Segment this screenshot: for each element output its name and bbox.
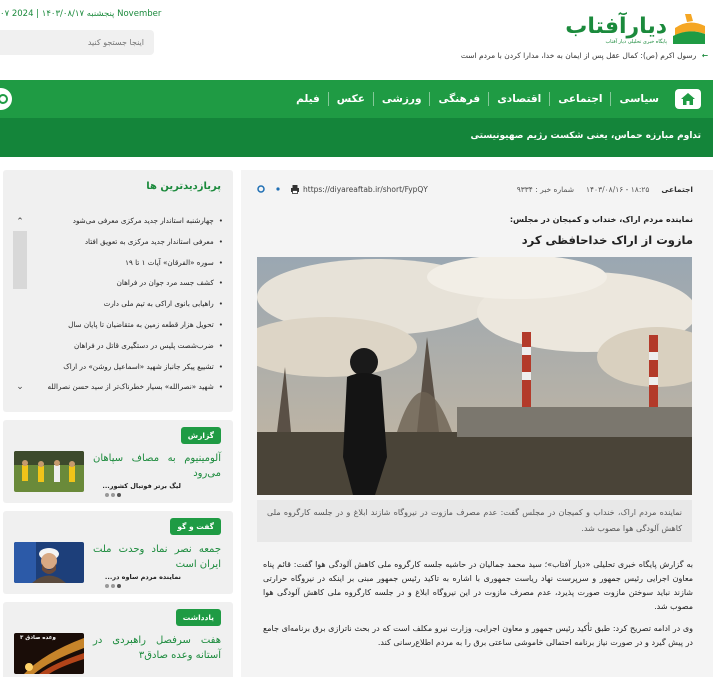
share-icon[interactable] bbox=[273, 184, 283, 194]
news-ticker bbox=[0, 118, 713, 157]
article-meta bbox=[517, 185, 693, 194]
article-category[interactable]: اجتماعی bbox=[661, 185, 693, 194]
ticker-headline[interactable]: تداوم مبارزه حماس، یعنی شکست رژیم صهیونیستی bbox=[470, 131, 701, 141]
article-title: مازوت از اراک خداحافظی کرد bbox=[521, 233, 693, 247]
card-subtitle: لیگ برتر فوتبال کشور... bbox=[102, 482, 181, 490]
chevron-down-icon[interactable]: ⌄ bbox=[16, 382, 24, 392]
chevron-up-icon[interactable]: ⌃ bbox=[16, 217, 24, 227]
list-item[interactable]: • تحویل هزار قطعه زمین به متقاضیان تا پایان سال bbox=[28, 319, 223, 340]
home-button[interactable] bbox=[675, 89, 701, 109]
font-size-icon[interactable] bbox=[256, 184, 266, 194]
search-input[interactable] bbox=[0, 30, 154, 55]
nav-item-politics[interactable]: سیاسی bbox=[619, 93, 659, 105]
article-body bbox=[263, 558, 693, 658]
article-hero-image bbox=[257, 257, 692, 495]
home-icon bbox=[680, 92, 696, 106]
nav-item-photo[interactable]: عکس bbox=[336, 93, 365, 105]
arrow-left-icon: ← bbox=[701, 51, 708, 60]
search-toggle-icon[interactable] bbox=[0, 88, 12, 110]
report-card[interactable] bbox=[3, 420, 233, 503]
slider-dot[interactable] bbox=[111, 584, 115, 588]
scrollbar-thumb[interactable] bbox=[13, 231, 27, 289]
card-title[interactable]: جمعه نصر نماد وحدت ملت ایران است bbox=[93, 544, 221, 570]
card-badge[interactable]: یادداشت bbox=[176, 609, 221, 626]
most-viewed-title: پربازدیدترین ها bbox=[146, 181, 221, 192]
slider-dot[interactable] bbox=[105, 493, 109, 497]
short-url[interactable]: https://diyareaftab.ir/short/FypQY bbox=[303, 185, 428, 194]
list-item[interactable]: • شهید «نصرالله» بسیار خطرناک‌تر از سید حسن نصرالله bbox=[28, 381, 223, 402]
card-subtitle: نماینده مردم ساوه در... bbox=[104, 573, 181, 581]
nav-item-culture[interactable]: فرهنگی bbox=[438, 93, 481, 105]
main-navigation bbox=[0, 80, 713, 118]
news-number: شماره خبر : ۹۳۳۴ bbox=[516, 185, 574, 194]
nav-item-social[interactable]: اجتماعی bbox=[558, 93, 603, 105]
slider-dot[interactable] bbox=[105, 584, 109, 588]
list-item[interactable]: • کشف جسد مرد جوان در فراهان bbox=[28, 277, 223, 298]
list-item[interactable]: • سوره «الفرقان» آیات ۱ تا ۱۹ bbox=[28, 257, 223, 278]
print-icon[interactable] bbox=[290, 184, 300, 194]
article-paragraph: وی در ادامه تصریح کرد: طبق تأکید رئیس جمهور و معاون اجرایی، وزارت نیرو مکلف است که در بحث ناترازی برق برنامه‌ای جامع در پیش گیرد و در صورت نیاز برنامه احتمالی خاموشی ساعتی برق را به مردم اطلاع‌رسانی کند. bbox=[263, 624, 693, 647]
slider-dots bbox=[105, 584, 121, 588]
nav-menu bbox=[288, 80, 667, 118]
logo-tagline: پایگاه خبری تحلیلی دیار آفتاب bbox=[605, 39, 667, 45]
site-header bbox=[0, 0, 713, 80]
slider-dot[interactable] bbox=[111, 493, 115, 497]
article bbox=[241, 170, 713, 677]
slider-dot-active[interactable] bbox=[117, 584, 121, 588]
article-tools bbox=[256, 184, 300, 194]
football-players-photo[interactable] bbox=[14, 451, 84, 492]
list-item[interactable]: • معرفی استاندار جدید مرکزی به تعویق افتاد bbox=[28, 236, 223, 257]
cleric-portrait-photo[interactable] bbox=[14, 542, 84, 583]
article-summary: نماینده مردم اراک، خنداب و کمیجان در مجلس گفت: عدم مصرف مازوت در نیروگاه شازند ابلاغ و در جلسه کارگروه ملی کاهش آلودگی هوا مصوب شد. bbox=[257, 500, 692, 542]
list-item[interactable]: • چهارشنبه استاندار جدید مرکزی معرفی می‌شود bbox=[28, 215, 223, 236]
hadith-quote bbox=[461, 51, 708, 60]
list-scrollbar[interactable] bbox=[12, 217, 28, 392]
card-title[interactable]: آلومینیوم به مصاف سپاهان می‌رود bbox=[93, 453, 221, 479]
quote-text: رسول اکرم (ص): کمال عقل پس از ایمان به خدا، مدارا کردن با مردم است bbox=[460, 51, 697, 60]
slider-dots bbox=[105, 493, 121, 497]
logo-text: دیارآفتاب bbox=[565, 14, 667, 39]
nav-item-video[interactable]: فیلم bbox=[296, 93, 320, 105]
article-lead-title: نماینده مردم اراک، خنداب و کمیجان در مجلس: bbox=[509, 215, 693, 224]
nav-item-sports[interactable]: ورزشی bbox=[381, 93, 422, 105]
card-badge[interactable]: گفت و گو bbox=[170, 518, 221, 535]
list-item[interactable]: • ضرب‌شصت پلیس در دستگیری قاتل در فراهان bbox=[28, 340, 223, 361]
slider-dot-active[interactable] bbox=[117, 493, 121, 497]
card-title[interactable]: هفت سرفصل راهبردی در آستانه وعده صادق۳ bbox=[93, 635, 221, 661]
missile-launch-photo[interactable] bbox=[14, 633, 84, 674]
sidebar bbox=[3, 170, 233, 677]
search-box[interactable] bbox=[0, 30, 154, 55]
note-card[interactable] bbox=[3, 602, 233, 677]
sun-logo-icon bbox=[671, 12, 707, 46]
article-time: ۱۸:۲۵ - ۱۴۰۳/۰۸/۱۶ bbox=[586, 185, 650, 194]
article-paragraph: به گزارش پایگاه خبری تحلیلی «دیار آفتاب»؛ سید محمد جمالیان در حاشیه جلسه کارگروه ملی کاهش آلودگی هوا گفت: قائم پناه معاون اجرایی رئیس جمهور و سرپرست نهاد ریاست جمهوری با اشاره به تاکید رئیس جمهور مبنی بر اینکه در نیروگاه حرارتی شازند نباید سوختن مازوت صورت پذیرد، عدم مصرف مازوت در این نیروگاه ابلاغ و در جلسه کارگروه ملی کاهش آلودگی هوا مصوب شد. bbox=[263, 560, 693, 611]
site-logo[interactable] bbox=[557, 10, 707, 48]
current-date: پنجشنبه ۱۴۰۳/۰۸/۱۷ | 2024 ۰۷ November bbox=[0, 9, 162, 19]
most-viewed-list bbox=[28, 215, 223, 402]
interview-card[interactable] bbox=[3, 511, 233, 594]
list-item[interactable]: • راهیابی بانوی اراکی به تیم ملی دارت bbox=[28, 298, 223, 319]
nav-item-economy[interactable]: اقتصادی bbox=[497, 93, 542, 105]
list-item[interactable]: • تشییع پیکر جانباز شهید «اسماعیل روشن» در اراک bbox=[28, 361, 223, 382]
card-badge[interactable]: گزارش bbox=[181, 427, 221, 444]
image-caption: وعده صادق ۳ bbox=[20, 635, 56, 641]
most-viewed-panel bbox=[3, 170, 233, 412]
